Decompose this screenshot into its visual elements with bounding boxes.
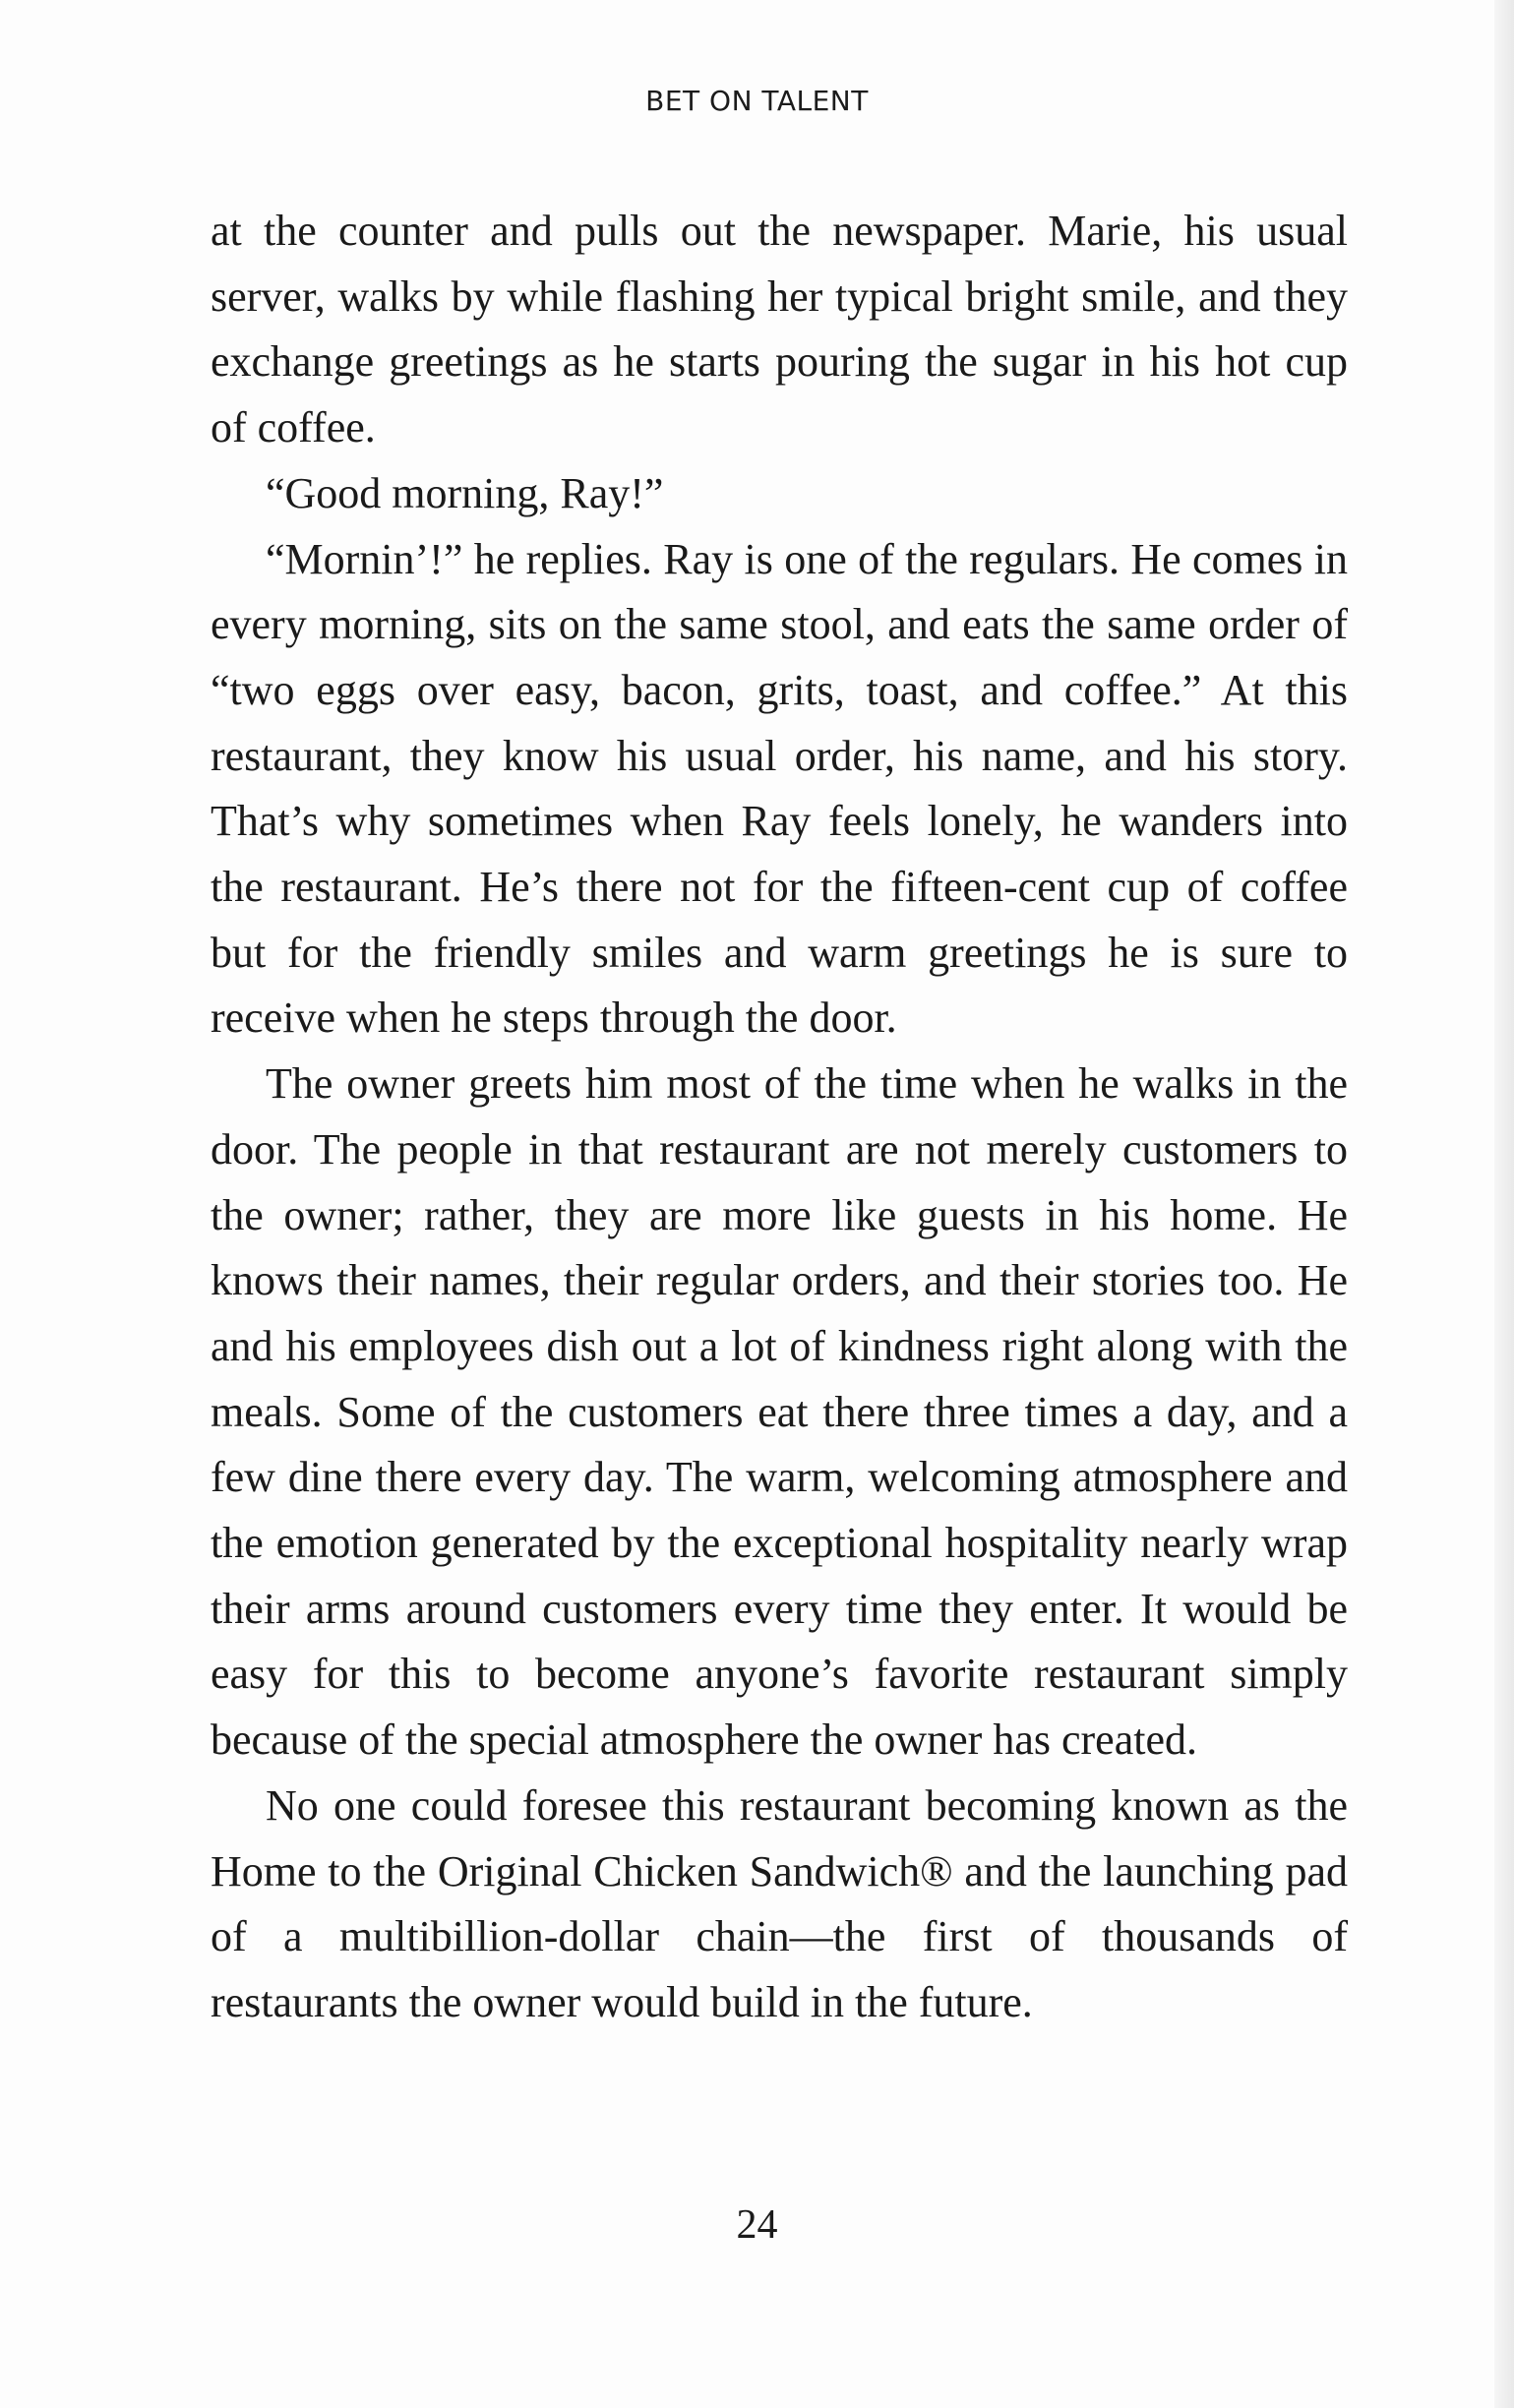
- page-edge-shadow: [1494, 0, 1514, 2408]
- page-number: 24: [736, 2202, 778, 2248]
- paragraph-2: “Good morning, Ray!”: [266, 468, 664, 517]
- paragraph-1: at the counter and pulls out the newspaper. Marie, his usual server, walks by while flashing her typical bright smile, and they exchange greetings as he starts pouring the sugar in his hot cup of coffee.: [211, 207, 1348, 452]
- paragraph-5: No one could foresee this restaurant becoming known as the Home to the Original Chicken Sandwich® and the launching pad of a multibillion-dollar chain—the first of thousands of restaurants the owner would build in the future.: [211, 1780, 1348, 2026]
- paragraph-3: “Mornin’!” he replies. Ray is one of the regulars. He comes in every morning, sits on the same stool, and eats the same order of “two eggs over easy, bacon, grits, toast, and coffee.” At this restaurant, they know his usual order, his name, and his story. That’s why sometimes when Ray feels lonely, he wanders into the restaurant. He’s there not for the fifteen-cent cup of coffee but for the friendly smiles and warm greetings he is sure to receive when he steps through the door.: [211, 534, 1348, 1043]
- paragraph-4: The owner greets him most of the time when he walks in the door. The people in that restaurant are not merely customers to the owner; rather, they are more like guests in his home. He knows their names, their regular orders, and their stories too. He and his employees dish out a lot of kindness right along with the meals. Some of the customers eat there three times a day, and a few dine there every day. The warm, welcoming atmosphere and the emotion generated by the exceptional hospitality nearly wrap their arms around customers every time they enter. It would be easy for this to become anyone’s favorite restaurant simply because of the special atmosphere the owner has created.: [211, 1059, 1348, 1765]
- running-head: BET ON TALENT: [645, 85, 869, 117]
- body-text: [211, 199, 1348, 2036]
